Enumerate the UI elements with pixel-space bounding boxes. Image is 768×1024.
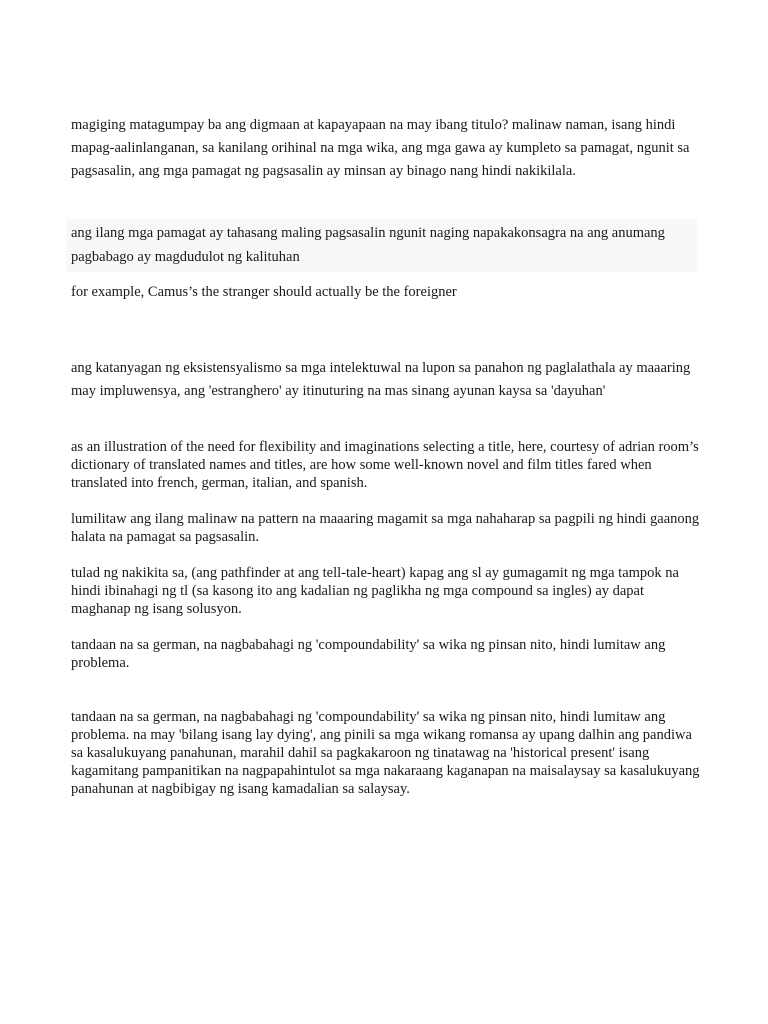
paragraph: magiging matagumpay ba ang digmaan at kapayapaan na may ibang titulo? malinaw naman, isang hindi mapag-aalinlanganan, sa kanilang orihinal na mga wika, ang mga gawa ay kumpleto sa pamagat, ngunit sa pagsasalin, ang mga pamagat ng pagsasalin ay minsan ay binago nang hindi nakikilala. <box>71 117 690 179</box>
paragraph: ang katanyagan ng eksistensyalismo sa mga intelektuwal na lupon sa panahon ng paglalathala ay maaaring may impluwensya, ang 'estranghero' ay itinuturing na mas sinang ayunan kaysa sa 'dayuhan' <box>71 360 691 399</box>
highlighted-paragraph: ang ilang mga pamagat ay tahasang maling pagsasalin ngunit naging napakakonsagra na ang anumang pagbabago ay magdudulot ng kalituhan <box>66 219 697 272</box>
paragraph: tandaan na sa german, na nagbabahagi ng 'compoundability' sa wika ng pinsan nito, hindi lumitaw ang problema. <box>71 637 666 671</box>
paragraph: tandaan na sa german, na nagbabahagi ng 'compoundability' sa wika ng pinsan nito, hindi lumitaw ang problema. na may 'bilang isang lay dying', ang pinili sa mga wikang romansa ay upang dalhin ang pandiwa sa kasalukuyang panahunan, marahil dahil sa pagkakaroon ng tinatawag na 'historical present' isang kagamitang pampanitikan na nagpapahintulot sa mga nakaraang kaganapan na maisalaysay sa kasalukuyang panahunan at nagbibigay ng isang kamadalian sa salaysay. <box>71 709 700 797</box>
paragraph: for example, Camus’s the stranger should actually be the foreigner <box>71 284 457 300</box>
paragraph: lumilitaw ang ilang malinaw na pattern na maaaring magamit sa mga nahaharap sa pagpili ng hindi gaanong halata na pamagat sa pagsasalin. <box>71 511 700 545</box>
paragraph: as an illustration of the need for flexibility and imaginations selecting a title, here, courtesy of adrian room’s dictionary of translated names and titles, are how some well-known novel and film titles fared when translated into french, german, italian, and spanish. <box>71 439 699 491</box>
paragraph: tulad ng nakikita sa, (ang pathfinder at ang tell-tale-heart) kapag ang sl ay gumagamit ng mga tampok na hindi ibinahagi ng tl (sa kasong ito ang kadalian ng paglikha ng mga compound sa ingles) ay dapat maghanap ng isang solusyon. <box>71 565 679 617</box>
